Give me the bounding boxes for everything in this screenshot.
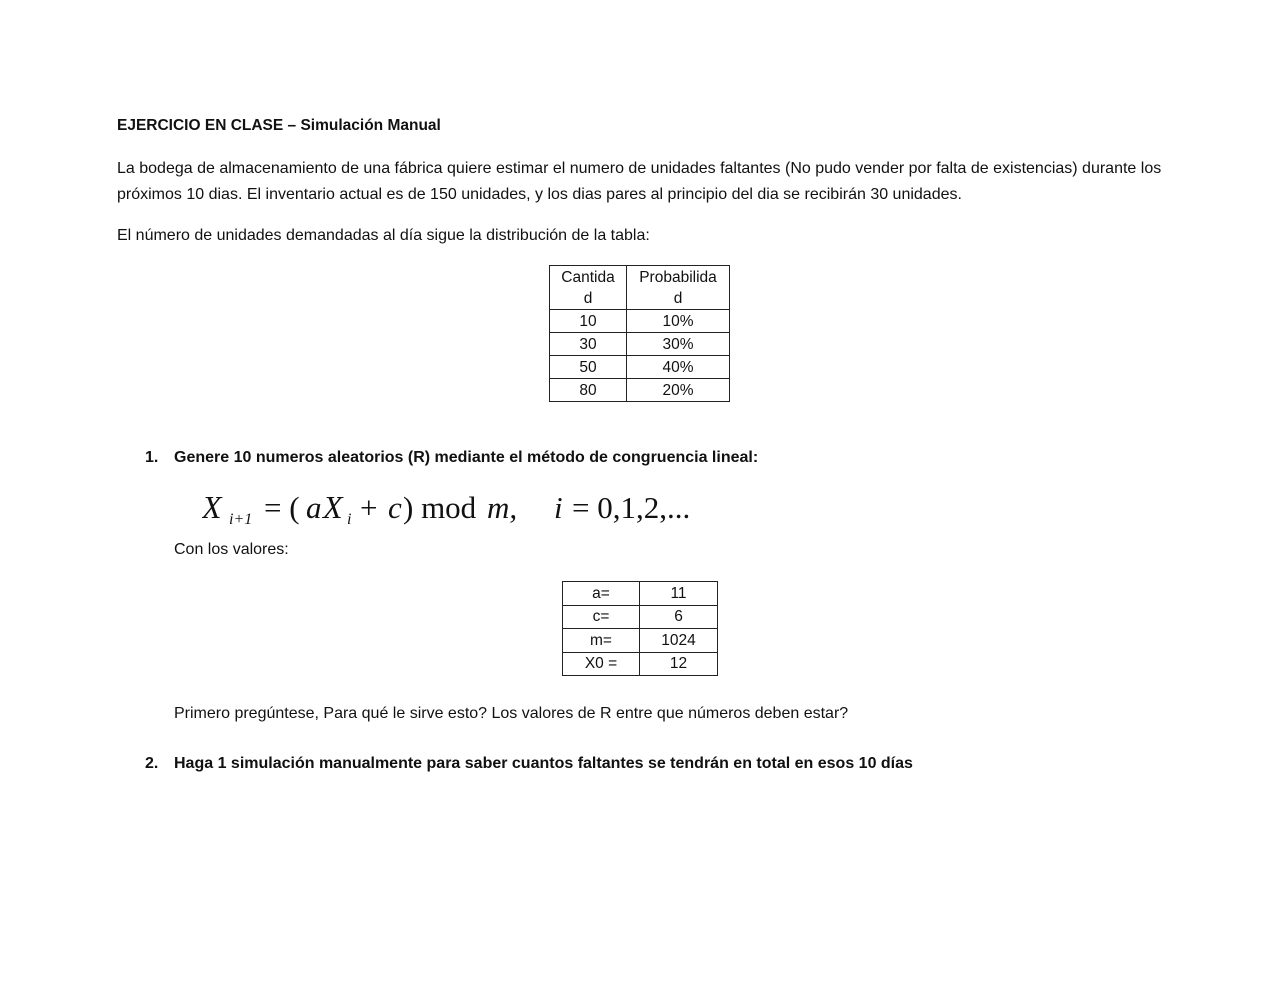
- table-header-row: [550, 266, 730, 310]
- formula-plus: +: [360, 490, 378, 525]
- step-2-number: 2.: [145, 755, 159, 772]
- table-row: [563, 582, 718, 606]
- table-row: [563, 652, 718, 676]
- formula-c: c: [388, 490, 402, 525]
- formula-a: a: [306, 490, 322, 525]
- header-cantidad-line1: Cantida: [561, 268, 615, 286]
- with-values-label: Con los valores:: [174, 541, 289, 558]
- cell-probabilidad: 40%: [627, 356, 730, 379]
- table-row: [563, 605, 718, 629]
- cell-probabilidad: 30%: [627, 333, 730, 356]
- lcg-formula: [202, 485, 702, 530]
- param-value: 6: [640, 605, 718, 629]
- step-2-text: Haga 1 simulación manualmente para saber cuantos faltantes se tendrán en total en esos 10 días: [174, 755, 913, 772]
- table-row: [550, 333, 730, 356]
- formula-sub-i: i: [347, 511, 352, 528]
- cell-cantidad: 80: [550, 379, 627, 402]
- table-row: [550, 379, 730, 402]
- param-label: X0 =: [563, 652, 640, 676]
- step-1: [145, 449, 758, 467]
- formula-x2: X: [323, 489, 343, 525]
- step-1-text: Genere 10 numeros aleatorios (R) mediante el método de congruencia lineal:: [174, 449, 759, 466]
- formula-i: i: [554, 490, 563, 525]
- cell-cantidad: 30: [550, 333, 627, 356]
- formula-m: m,: [487, 490, 518, 525]
- demand-distribution-table: [549, 265, 730, 402]
- param-label: a=: [563, 582, 640, 606]
- table-row: [563, 629, 718, 653]
- step-1-number: 1.: [145, 449, 159, 466]
- document-title: EJERCICIO EN CLASE – Simulación Manual: [117, 117, 441, 134]
- lcg-parameters-table: [562, 581, 718, 676]
- formula-sub-i1: i+1: [229, 511, 253, 528]
- header-cantidad-line2: d: [583, 289, 593, 307]
- cell-cantidad: 50: [550, 356, 627, 379]
- cell-probabilidad: 20%: [627, 379, 730, 402]
- header-probabilidad-line1: Probabilida: [639, 268, 717, 286]
- param-label: c=: [563, 605, 640, 629]
- formula-x: X: [202, 489, 222, 525]
- cell-probabilidad: 10%: [627, 310, 730, 333]
- formula-eq1: = (: [264, 490, 300, 525]
- table-row: [550, 356, 730, 379]
- distribution-intro: El número de unidades demandadas al día sigue la distribución de la tabla:: [117, 227, 650, 244]
- problem-statement: La bodega de almacenamiento de una fábrica quiere estimar el numero de unidades faltantes (No pudo vender por falta de existencias) durante los próximos 10 dias. El inventario actual es de 150 unidades, y los dias pares al principio del dia se recibirán 30 unidades.: [117, 160, 1162, 203]
- header-probabilidad: [627, 266, 730, 310]
- header-probabilidad-line2: d: [673, 289, 683, 307]
- formula-mod: ) mod: [403, 490, 477, 525]
- table-row: [550, 310, 730, 333]
- formula-eq2: = 0,1,2,...: [572, 490, 691, 525]
- param-value: 11: [640, 582, 718, 606]
- reflection-question: Primero pregúntese, Para qué le sirve esto? Los valores de R entre que números deben estar?: [174, 705, 849, 722]
- step-2: [145, 755, 913, 773]
- param-value: 12: [640, 652, 718, 676]
- param-label: m=: [563, 629, 640, 653]
- cell-cantidad: 10: [550, 310, 627, 333]
- param-value: 1024: [640, 629, 718, 653]
- header-cantidad: [550, 266, 627, 310]
